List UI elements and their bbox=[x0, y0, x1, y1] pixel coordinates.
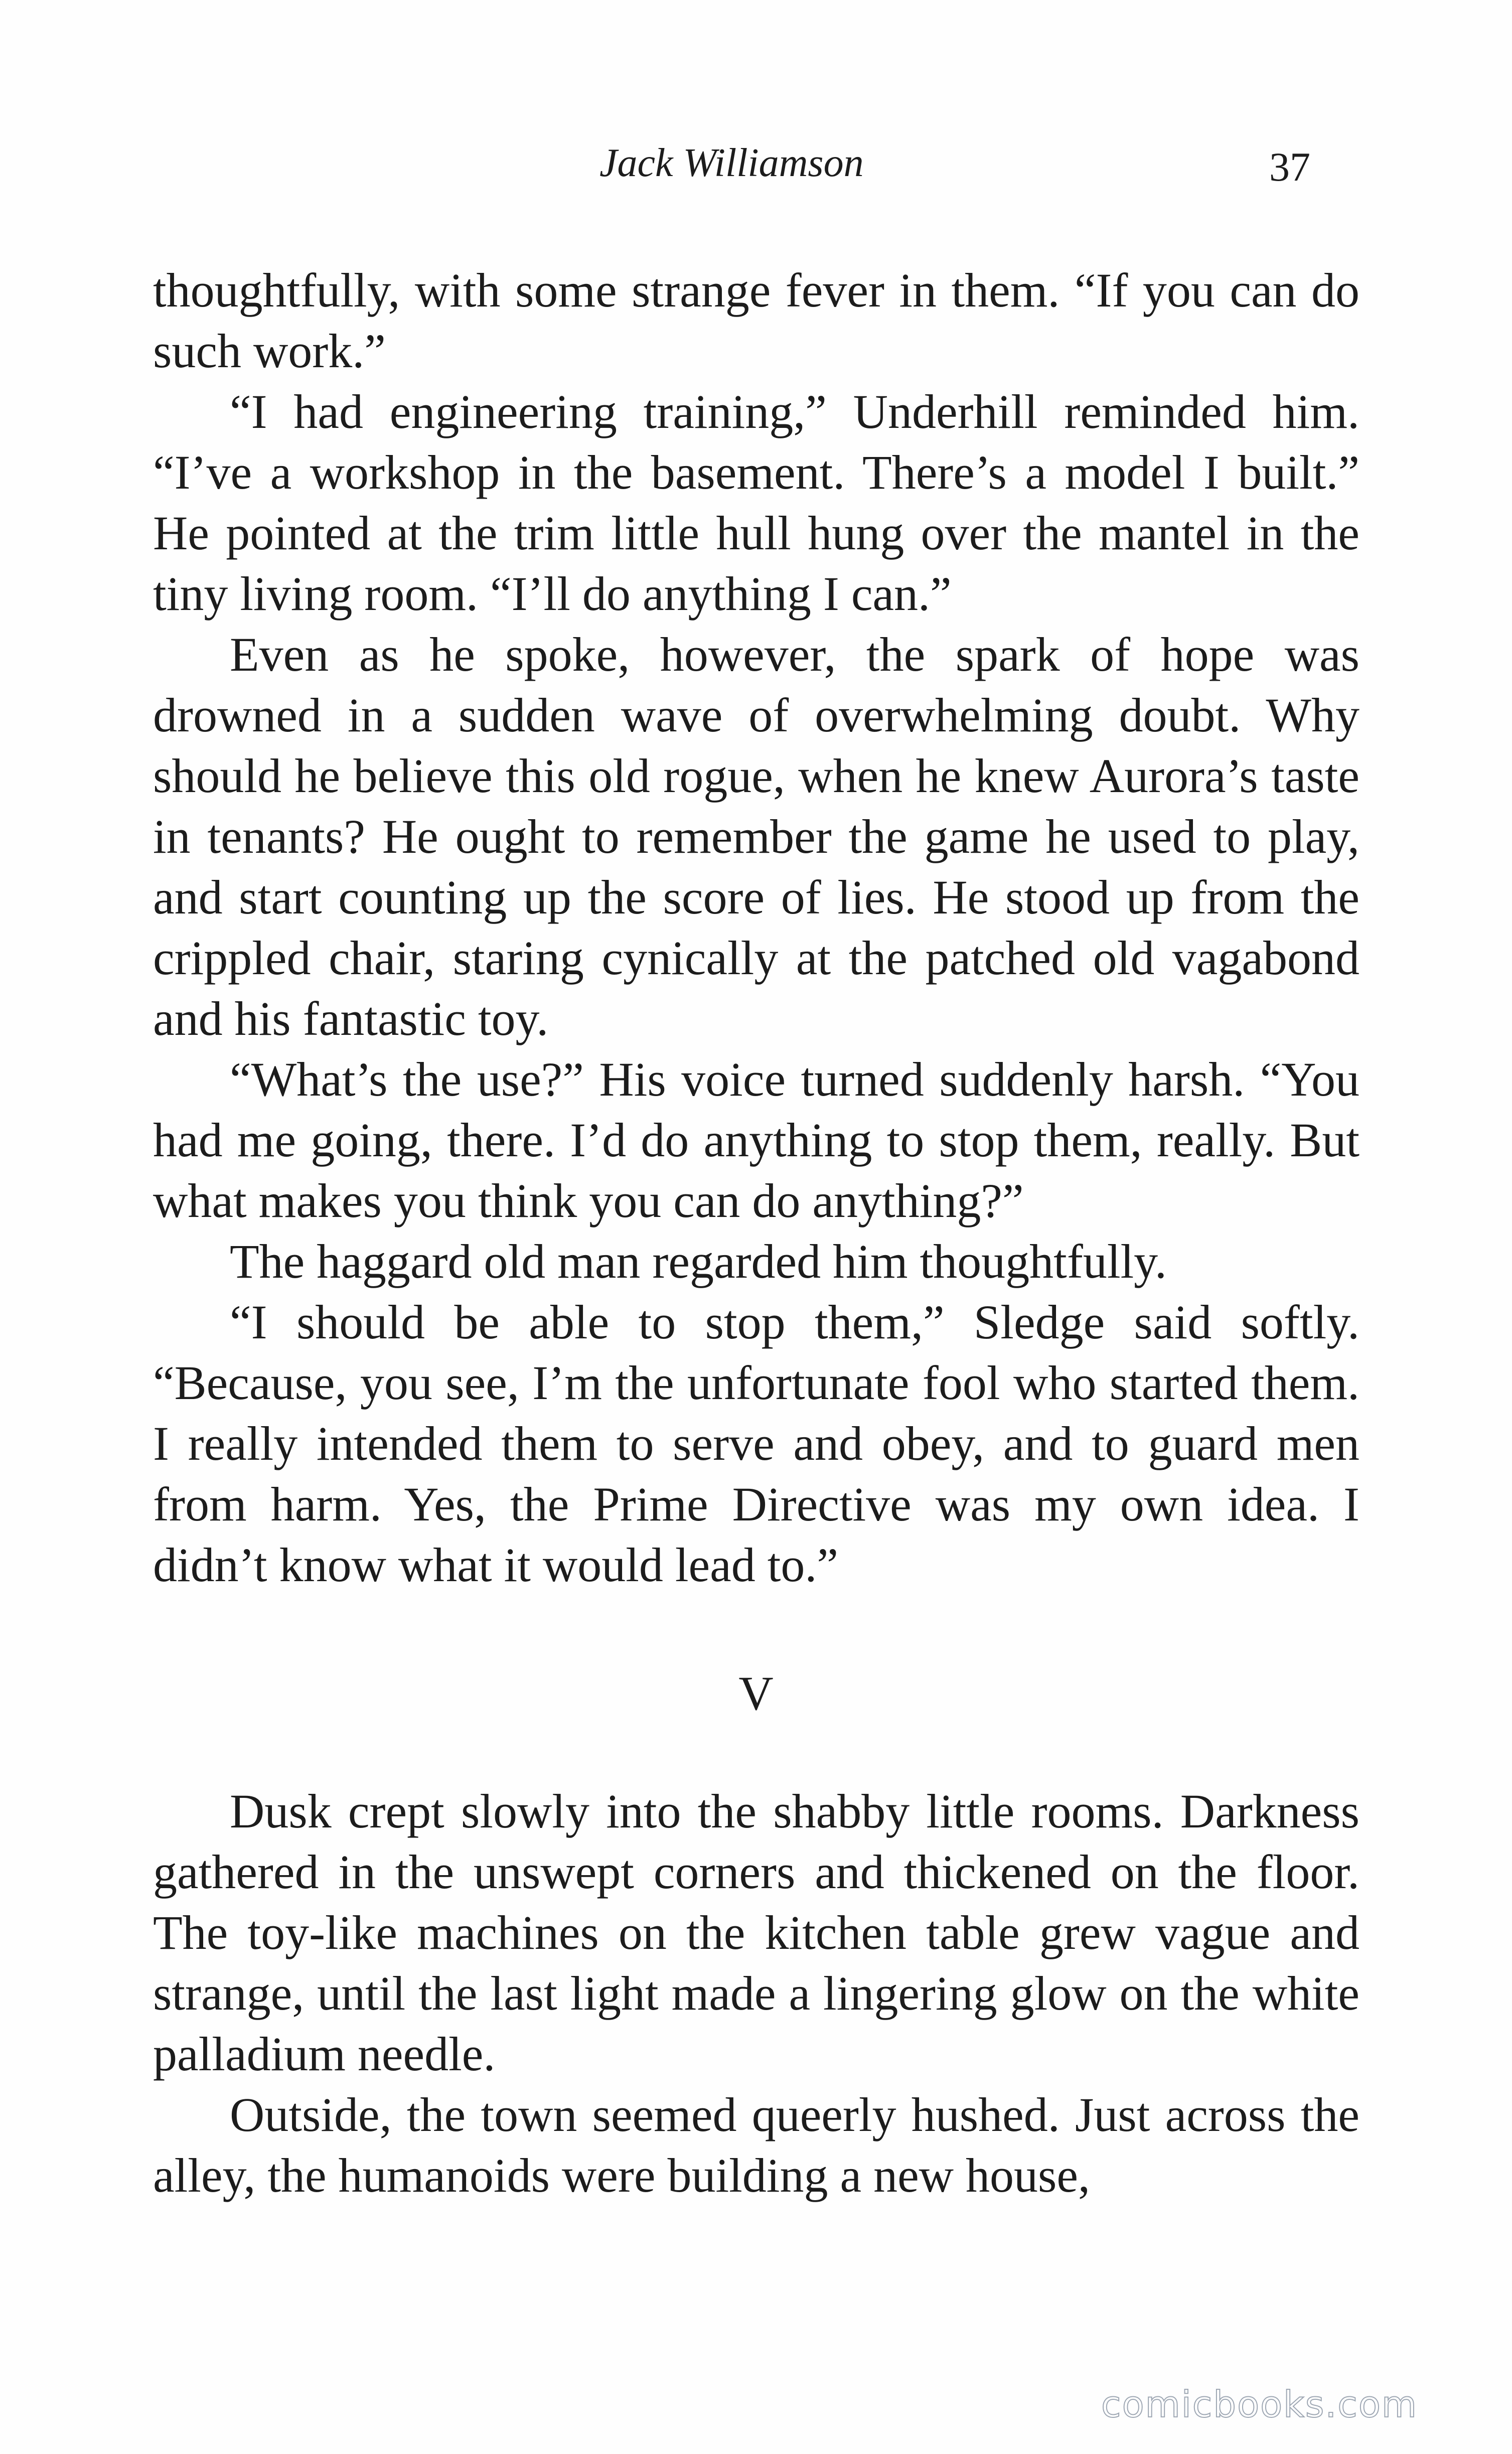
body-text-after-break bbox=[153, 1781, 1359, 2206]
paragraph-continued: thoughtfully, with some strange fever in them. “If you can do such work.” bbox=[153, 263, 1359, 378]
paragraph: “I had engineering training,” Underhill reminded him. “I’ve a workshop in the basement. There’s a model I built.” He pointed at the trim little hull hung over the mantel in the tiny living room. “I’ll do anything I can.” bbox=[153, 385, 1359, 621]
section-heading: V bbox=[738, 1666, 774, 1720]
watermark-text: comicbooks.com bbox=[1101, 2383, 1418, 2425]
body-text-before-break bbox=[153, 260, 1359, 1595]
paragraph: The haggard old man regarded him thoughtfully. bbox=[230, 1235, 1167, 1288]
page-number: 37 bbox=[1269, 144, 1310, 190]
running-head bbox=[0, 135, 1512, 191]
paragraph: Even as he spoke, however, the spark of hope was drowned in a sudden wave of overwhelming doubt. Why should he believe this old rogue, when he knew Aurora’s taste in tenants? He ought to remember the game he used to play, and start counting up the score of lies. He stood up from the crippled chair, staring cynically at the patched old vagabond and his fantastic toy. bbox=[153, 628, 1359, 1045]
paragraph: Dusk crept slowly into the shabby little rooms. Darkness gathered in the unswept corners and thickened on the floor. The toy-like machines on the kitchen table grew vague and strange, until the last light made a lingering glow on the white palladium needle. bbox=[153, 1784, 1359, 2081]
paragraph: “I should be able to stop them,” Sledge said softly. “Because, you see, I’m the unfortunate fool who started them. I really intended them to serve and obey, and to guard men from harm. Yes, the Prime Directive was my own idea. I didn’t know what it would lead to.” bbox=[153, 1295, 1359, 1592]
running-title: Jack Williamson bbox=[599, 141, 864, 185]
paragraph: “What’s the use?” His voice turned suddenly harsh. “You had me going, there. I’d do anything to stop them, really. But what makes you think you can do anything?” bbox=[153, 1052, 1359, 1228]
paragraph: Outside, the town seemed queerly hushed. Just across the alley, the humanoids were building a new house, bbox=[153, 2088, 1359, 2202]
